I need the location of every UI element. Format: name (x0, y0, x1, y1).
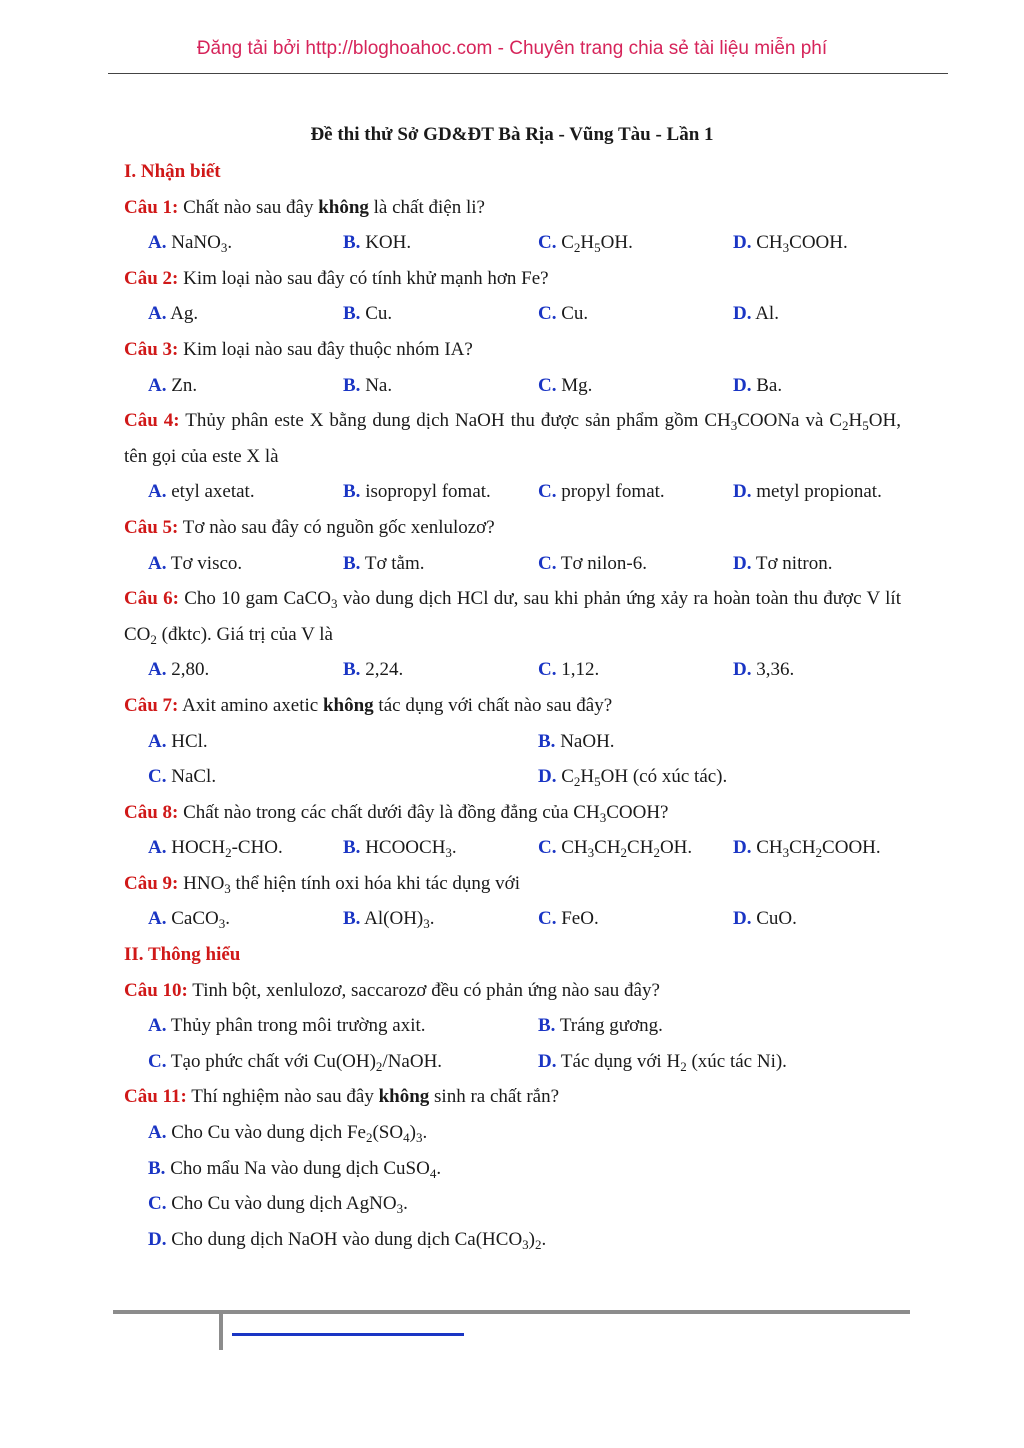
option-c (538, 296, 733, 332)
option-a (148, 474, 343, 510)
option-a (148, 901, 343, 937)
option-text: $C_2H_5OH$ (có xúc tác). (561, 766, 728, 790)
question-4 (124, 403, 901, 474)
option-c (124, 1186, 901, 1222)
option-text: $HOCH_2$-CHO. (171, 837, 283, 861)
option-label: B. (343, 837, 361, 859)
option-text: Cho Cu vào dung dịch $Fe_2(SO_4)_3$. (171, 1122, 428, 1146)
option-label: D. (733, 303, 752, 325)
option-label: B. (343, 303, 361, 325)
option-label: B. (343, 374, 361, 396)
option-b (343, 901, 538, 937)
option-label: D. (733, 481, 752, 503)
option-d (538, 759, 928, 795)
option-text: NaNO$_3$. (171, 232, 233, 256)
option-text: propyl fomat. (561, 481, 665, 503)
question-text: Kim loại nào sau đây có tính khử mạnh hơn Fe? (183, 267, 549, 289)
option-a (148, 652, 343, 688)
option-label: B. (148, 1157, 166, 1179)
question-number: Câu 11: (124, 1086, 187, 1108)
question-number: Câu 7: (124, 694, 179, 716)
question-number: Câu 10: (124, 979, 188, 1001)
question-number: Câu 4: (124, 410, 180, 432)
option-text: CuO. (756, 908, 797, 930)
section-heading-comprehension: II. Thông hiểu (124, 944, 241, 966)
option-text: Al. (755, 303, 779, 325)
question-text: Tơ nào sau đây có nguồn gốc xenlulozơ? (182, 516, 495, 538)
option-label: C. (538, 303, 557, 325)
footer-divider (113, 1310, 910, 1314)
option-label: C. (538, 552, 557, 574)
option-label: D. (733, 374, 752, 396)
option-c (538, 368, 733, 404)
option-text: HCl. (171, 730, 208, 752)
option-label: A. (148, 1122, 167, 1144)
option-label: A. (148, 1015, 167, 1037)
option-text: $CH_3CH_2CH_2OH$. (561, 837, 693, 861)
option-text: Ag. (170, 303, 199, 325)
options-q2 (124, 296, 901, 332)
option-text: Tơ tằm. (364, 552, 425, 574)
option-text: $Al(OH)_3$. (364, 908, 435, 932)
question-text: tác dụng với chất nào sau đây? (378, 694, 613, 716)
options-q6 (124, 652, 901, 688)
option-c (538, 474, 733, 510)
question-number: Câu 2: (124, 267, 179, 289)
option-text: $CH_3COOH$. (756, 232, 848, 256)
footer-vertical-bar (219, 1314, 223, 1350)
option-label: C. (538, 232, 557, 254)
question-text: Kim loại nào sau đây thuộc nhóm IA? (183, 338, 473, 360)
options-q3 (124, 368, 901, 404)
option-text: Tơ nitron. (755, 552, 833, 574)
options-q8 (124, 830, 901, 866)
header-divider (108, 73, 948, 74)
option-label: B. (343, 908, 361, 930)
option-label: C. (148, 1193, 167, 1215)
option-text: NaOH. (560, 730, 615, 752)
question-8 (124, 795, 901, 831)
option-text: Tạo phức chất với $Cu(OH)_2$/NaOH. (170, 1050, 443, 1074)
options-q10-row2 (124, 1044, 901, 1080)
question-number: Câu 6: (124, 588, 179, 610)
option-text: NaCl. (171, 766, 217, 788)
option-d (733, 225, 928, 261)
option-d (538, 1044, 928, 1080)
option-label: A. (148, 908, 167, 930)
option-label: C. (538, 837, 557, 859)
option-d (733, 296, 928, 332)
question-number: Câu 5: (124, 516, 179, 538)
section-heading-recognition: I. Nhận biết (124, 161, 221, 182)
option-label: D. (733, 908, 752, 930)
option-text: Ba. (756, 374, 783, 396)
option-label: A. (148, 374, 167, 396)
question-keyword: không (378, 1086, 430, 1108)
option-text: 2,24. (365, 659, 404, 681)
question-number: Câu 9: (124, 872, 179, 894)
option-label: C. (148, 766, 167, 788)
question-2 (124, 261, 901, 297)
question-1 (124, 190, 901, 226)
option-text: 2,80. (171, 659, 210, 681)
option-text: Zn. (171, 374, 198, 396)
question-text: Thí nghiệm nào sau đây (191, 1086, 374, 1108)
option-text: Cho dung dịch NaOH vào dung dịch $Ca(HCO_3)_2$. (171, 1228, 547, 1252)
question-10 (124, 973, 901, 1009)
option-text: $CH_3CH_2COOH$. (756, 837, 881, 861)
option-text: Tráng gương. (559, 1015, 663, 1037)
footer-accent-line (232, 1333, 464, 1336)
question-text: Chất nào trong các chất dưới đây là đồng đẳng của $CH_3COOH$? (183, 801, 669, 825)
option-a (148, 724, 538, 760)
option-d (733, 901, 928, 937)
question-number: Câu 8: (124, 801, 179, 823)
option-a (148, 225, 343, 261)
option-label: D. (538, 766, 557, 788)
option-d (733, 830, 928, 866)
question-text: Tinh bột, xenlulozơ, saccarozơ đều có phản ứng nào sau đây? (192, 979, 660, 1001)
option-text: Tơ visco. (170, 552, 243, 574)
option-d (733, 652, 928, 688)
option-a (148, 368, 343, 404)
option-text: 1,12. (561, 659, 600, 681)
option-label: A. (148, 837, 167, 859)
option-label: C. (538, 908, 557, 930)
question-text: là chất điện li? (373, 196, 485, 218)
option-text: etyl axetat. (171, 481, 255, 503)
option-text: metyl propionat. (756, 481, 882, 503)
option-text: Cho mẩu Na vào dung dịch CuSO$_4$. (170, 1157, 442, 1181)
option-c (538, 652, 733, 688)
options-q9 (124, 901, 901, 937)
option-a (148, 296, 343, 332)
option-label: D. (538, 1050, 557, 1072)
option-label: B. (343, 552, 361, 574)
option-a (148, 1008, 538, 1044)
option-text: Cu. (365, 303, 393, 325)
option-label: A. (148, 659, 167, 681)
option-label: A. (148, 481, 167, 503)
question-3 (124, 332, 901, 368)
options-q10-row1 (124, 1008, 901, 1044)
options-q1 (124, 225, 901, 261)
question-text: sinh ra chất rắn? (434, 1086, 560, 1108)
option-label: B. (343, 659, 361, 681)
option-label: A. (148, 303, 167, 325)
option-text: Cu. (561, 303, 589, 325)
question-7 (124, 688, 901, 724)
option-b (343, 830, 538, 866)
question-number: Câu 3: (124, 338, 179, 360)
option-d (733, 368, 928, 404)
option-label: B. (538, 730, 556, 752)
option-text: Cho Cu vào dung dịch AgNO$_3$. (171, 1193, 408, 1217)
option-a (148, 546, 343, 582)
option-c (148, 1044, 538, 1080)
option-b (343, 546, 538, 582)
option-b (538, 1008, 928, 1044)
question-text: Cho 10 gam CaCO$_3$ vào dung dịch HCl dư, sau khi phản ứng xảy ra hoàn toàn thu được V lít $CO_2$ (đktc). Giá trị của V là (124, 588, 901, 647)
question-6 (124, 581, 901, 652)
option-b (343, 652, 538, 688)
page-header: Đăng tải bởi http://bloghoahoc.com - Chuyên trang chia sẻ tài liệu miễn phí (196, 38, 828, 59)
option-b (343, 225, 538, 261)
option-text: $C_2H_5OH$. (561, 232, 633, 256)
option-a (148, 830, 343, 866)
option-text: isopropyl fomat. (365, 481, 491, 503)
option-label: D. (733, 232, 752, 254)
option-label: A. (148, 232, 167, 254)
question-text: Axit amino axetic (182, 694, 319, 716)
option-d (124, 1222, 901, 1258)
question-11 (124, 1079, 901, 1115)
option-a (124, 1115, 901, 1151)
option-text: Thủy phân trong môi trường axit. (170, 1015, 426, 1037)
option-label: D. (733, 837, 752, 859)
option-d (733, 546, 928, 582)
option-label: B. (538, 1015, 556, 1037)
option-text: Tác dụng với $H_2$ (xúc tác Ni). (560, 1050, 787, 1074)
question-keyword: không (318, 196, 369, 218)
option-label: C. (538, 659, 557, 681)
option-label: C. (538, 481, 557, 503)
option-c (538, 546, 733, 582)
document-title: Đề thi thử Sở GD&ĐT Bà Rịa - Vũng Tàu - Lần 1 (310, 124, 714, 145)
options-q7-row2 (124, 759, 901, 795)
option-text: FeO. (561, 908, 599, 930)
option-text: KOH. (365, 232, 412, 254)
exam-content (124, 154, 901, 1257)
question-number: Câu 1: (124, 196, 179, 218)
option-label: A. (148, 730, 167, 752)
option-b (538, 724, 928, 760)
option-b (124, 1151, 901, 1187)
option-c (538, 901, 733, 937)
option-b (343, 368, 538, 404)
options-q4 (124, 474, 901, 510)
question-5 (124, 510, 901, 546)
option-label: C. (148, 1050, 167, 1072)
question-text: $HNO_3$ thể hiện tính oxi hóa khi tác dụng với (183, 872, 520, 896)
question-text: Thủy phân este X bằng dung dịch NaOH thu được sản phẩm gồm $CH_3COONa$ và $C_2H_5OH$, tên gọi của este X là (124, 410, 901, 467)
option-c (148, 759, 538, 795)
option-b (343, 474, 538, 510)
option-text: Mg. (561, 374, 593, 396)
options-q7-row1 (124, 724, 901, 760)
option-label: B. (343, 232, 361, 254)
option-text: Na. (365, 374, 393, 396)
option-text: CaCO$_3$. (171, 908, 230, 932)
question-keyword: không (322, 694, 374, 716)
option-text: 3,36. (756, 659, 795, 681)
question-text: Chất nào sau đây (183, 196, 314, 218)
option-d (733, 474, 928, 510)
option-label: D. (733, 552, 752, 574)
option-text: Tơ nilon-6. (560, 552, 647, 574)
option-label: D. (148, 1228, 167, 1250)
option-label: B. (343, 481, 361, 503)
question-9 (124, 866, 901, 902)
option-label: C. (538, 374, 557, 396)
option-label: A. (148, 552, 167, 574)
option-text: $HCOOCH_3$. (365, 837, 457, 861)
option-c (538, 225, 733, 261)
option-c (538, 830, 733, 866)
options-q5 (124, 546, 901, 582)
option-b (343, 296, 538, 332)
option-label: D. (733, 659, 752, 681)
